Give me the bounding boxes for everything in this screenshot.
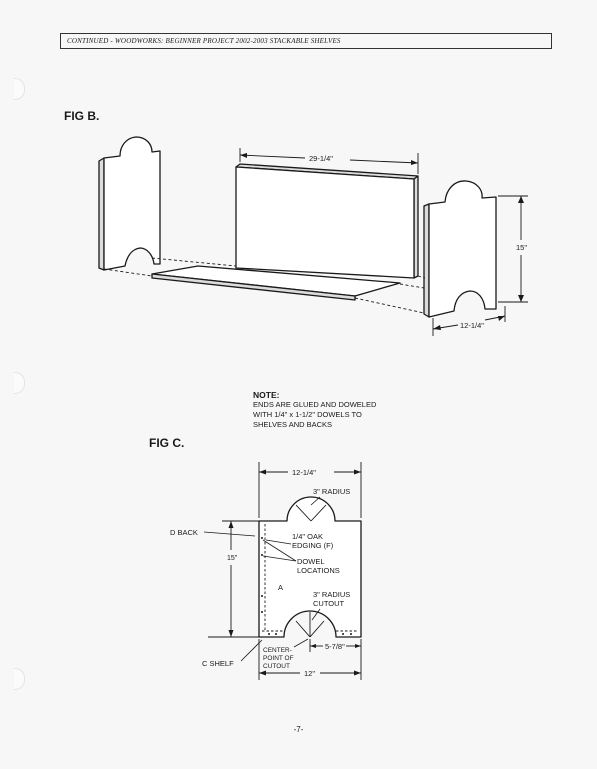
note-line: WITH 1/4" x 1-1/2" DOWELS TO xyxy=(253,410,362,419)
fig-b-title: FIG B. xyxy=(64,109,100,123)
center-point-line3: CUTOUT xyxy=(263,663,290,670)
dowel-locations-line1: DOWEL xyxy=(297,557,325,566)
fig-b-width-dimension: 29-1/4" xyxy=(309,154,333,163)
fig-b-height-dimension: 15" xyxy=(516,243,528,252)
note-line: ENDS ARE GLUED AND DOWELED xyxy=(253,400,377,409)
fig-c-title: FIG C. xyxy=(149,436,185,450)
dowel-locations-line2: LOCATIONS xyxy=(297,566,340,575)
running-header: CONTINUED - WOODWORKS: BEGINNER PROJECT 2002-2003 STACKABLE SHELVES xyxy=(60,33,552,49)
fig-c-bottom-dimension: 12" xyxy=(304,669,316,678)
center-point-line1: CENTER- xyxy=(263,647,292,654)
fig-c-offset-dimension: 5-7/8" xyxy=(325,642,345,651)
part-a-label: A xyxy=(278,583,284,592)
d-back-label: D BACK xyxy=(170,528,198,537)
fig-b-depth-dimension: 12-1/4" xyxy=(460,321,484,330)
cutout-radius-line2: CUTOUT xyxy=(313,599,345,608)
fig-c-top-dimension: 12-1/4" xyxy=(292,468,316,477)
fig-c-top-radius-label: 3" RADIUS xyxy=(313,487,351,496)
center-point-line2: POINT OF xyxy=(263,655,294,662)
oak-edging-label-line2: EDGING (F) xyxy=(292,541,334,550)
oak-edging-label-line1: 1/4" OAK xyxy=(292,532,324,541)
page-number: -7- xyxy=(293,725,304,734)
note-line: SHELVES AND BACKS xyxy=(253,420,333,429)
c-shelf-label: C SHELF xyxy=(202,659,234,668)
note-heading: NOTE: xyxy=(253,390,280,400)
fig-c-height-dimension: 15" xyxy=(227,555,238,562)
cutout-radius-line1: 3" RADIUS xyxy=(313,590,351,599)
